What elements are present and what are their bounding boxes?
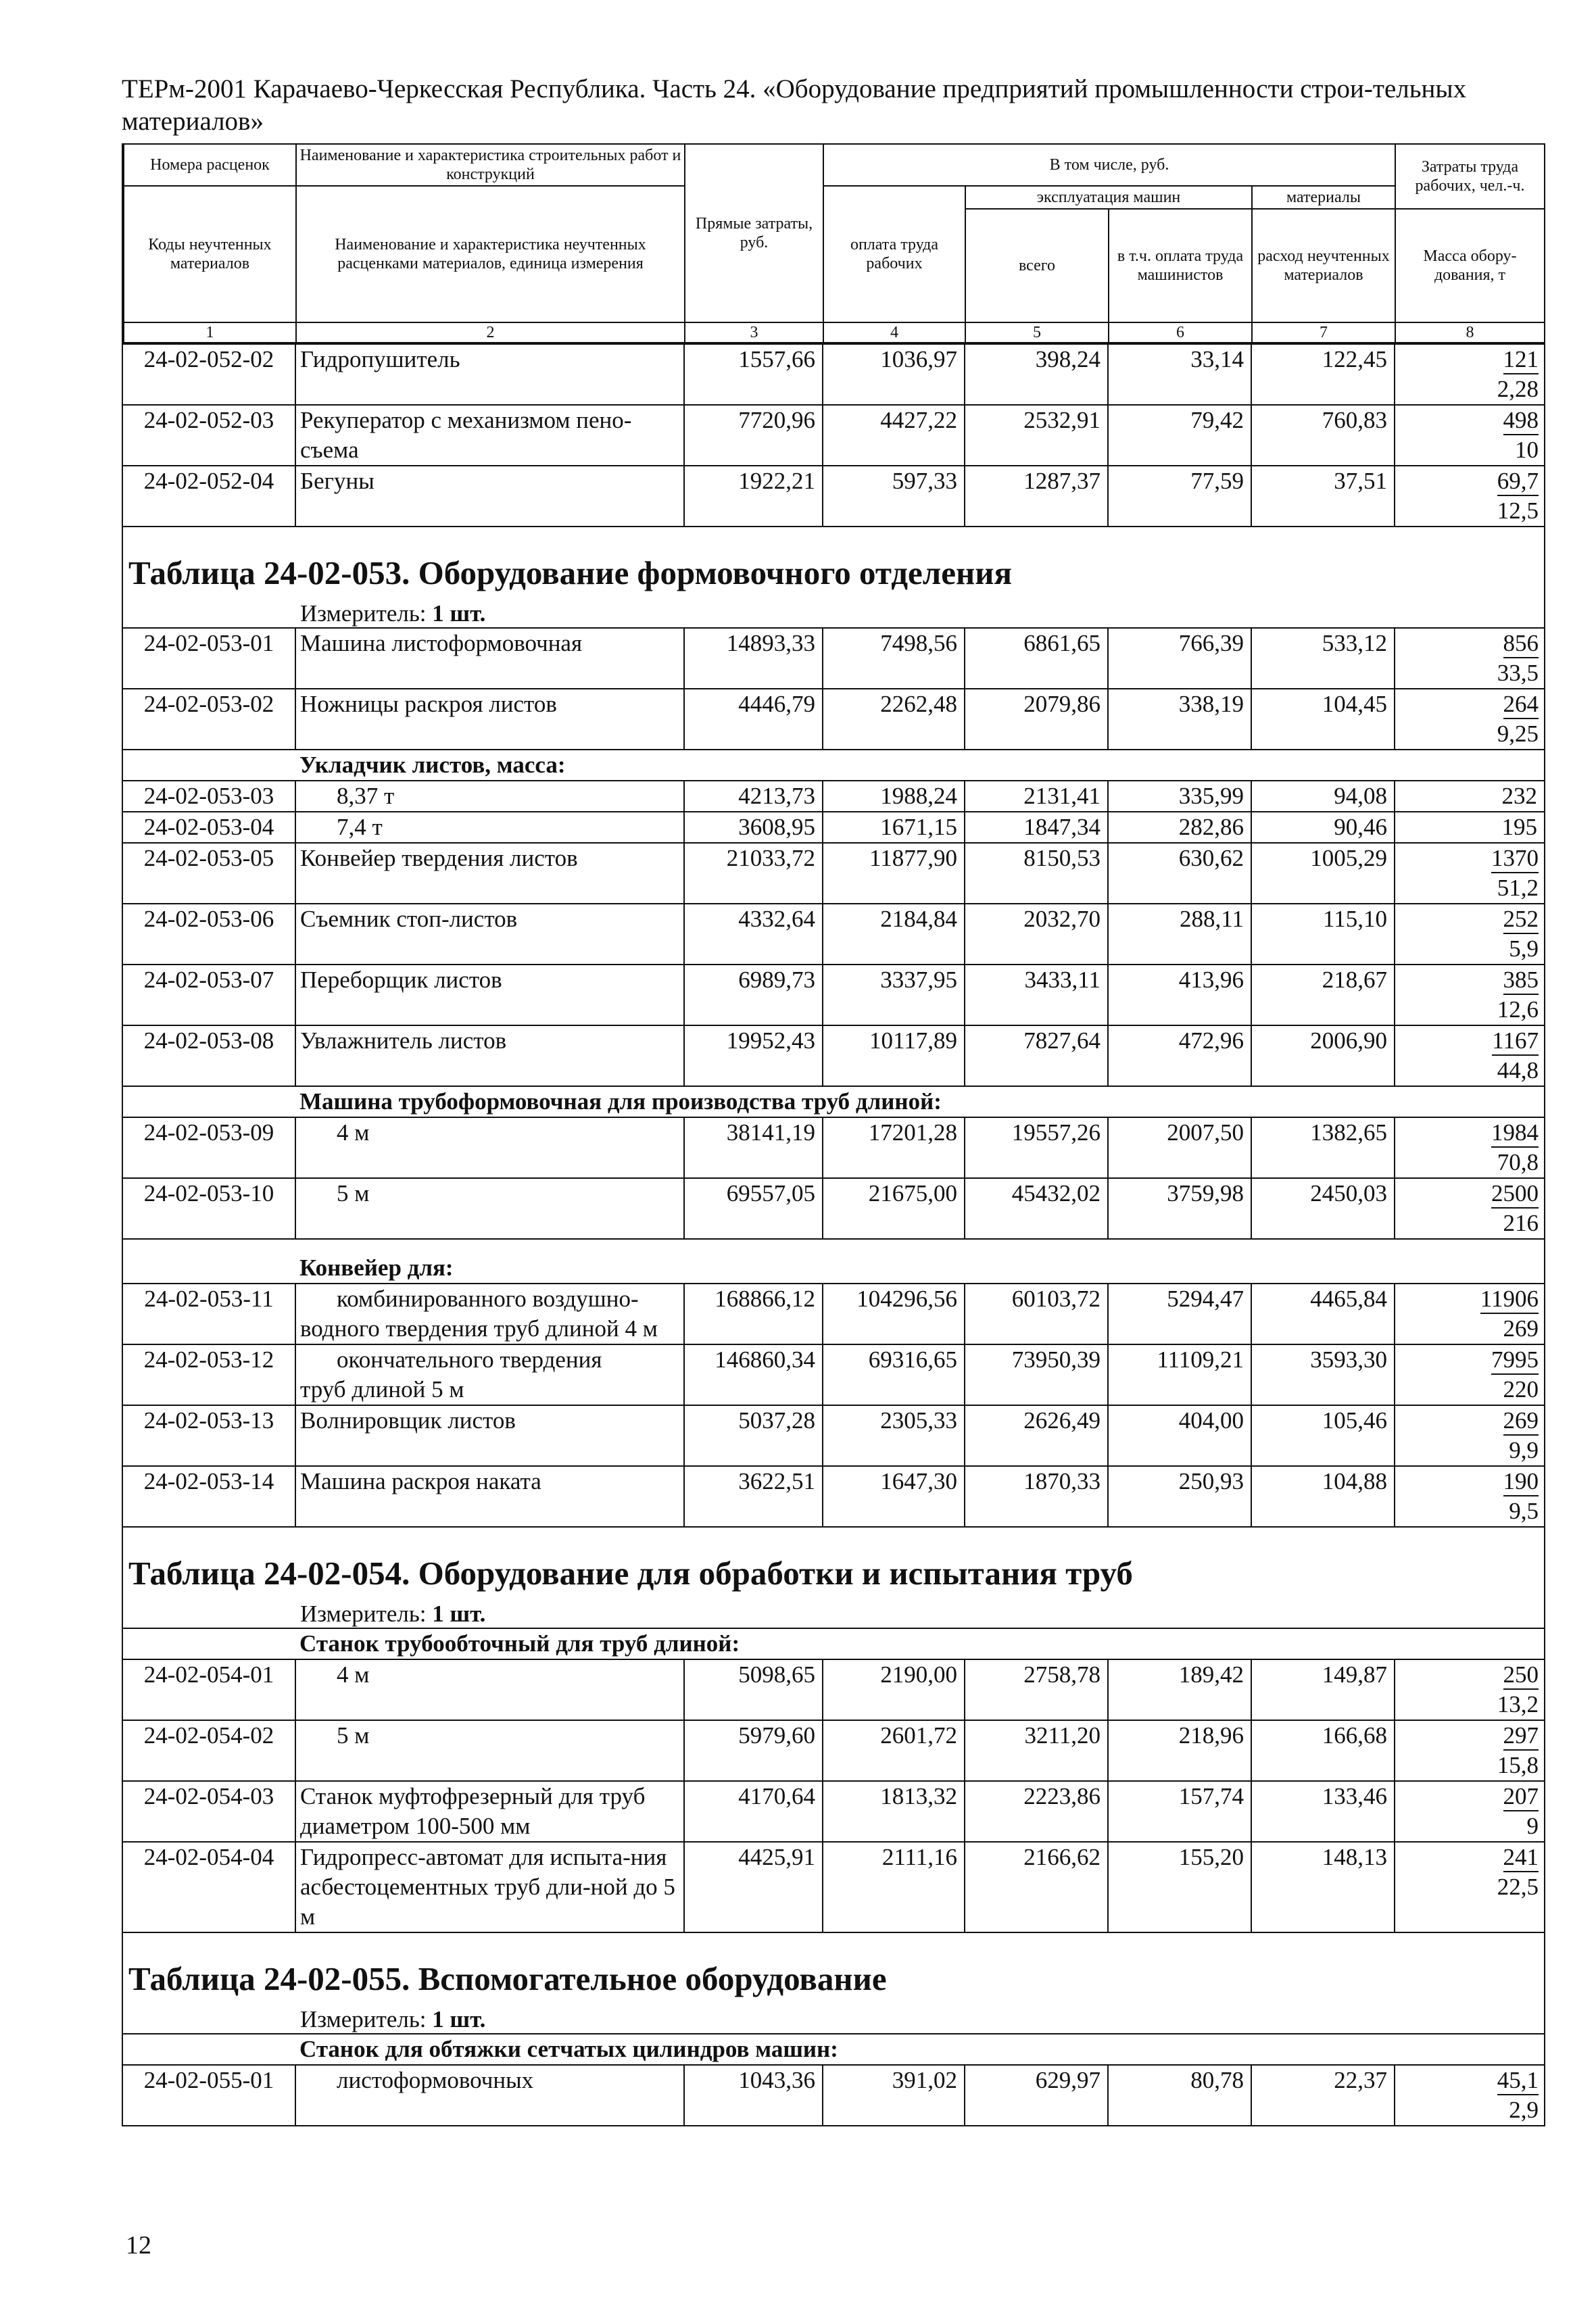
- operator-cost: 250,93: [1108, 1466, 1251, 1527]
- labor-hours: 498: [1503, 407, 1539, 435]
- machine-cost: 45432,02: [965, 1178, 1108, 1239]
- operator-cost: 335,99: [1108, 781, 1251, 812]
- rate-code: 24-02-053-07: [123, 965, 295, 1025]
- table-row: [123, 843, 1544, 904]
- rate-code: 24-02-054-01: [123, 1659, 295, 1720]
- machine-cost: 1287,37: [965, 466, 1108, 527]
- labor-hours: 269: [1503, 1407, 1539, 1436]
- equipment-mass: 9,9: [1509, 1437, 1539, 1463]
- table-row: [123, 781, 1544, 812]
- rate-code: 24-02-052-04: [123, 466, 295, 527]
- material-cost: 2006,90: [1251, 1025, 1395, 1086]
- labor-hours: 250: [1503, 1661, 1539, 1690]
- labor-hours: 69,7: [1497, 468, 1539, 496]
- labor-cost: 1813,32: [823, 1781, 965, 1842]
- machine-cost: 7827,64: [965, 1025, 1108, 1086]
- direct-cost: 69557,05: [684, 1178, 823, 1239]
- machine-cost: 2079,86: [965, 689, 1108, 750]
- labor-cost: 69316,65: [823, 1344, 965, 1405]
- operator-cost: 5294,47: [1108, 1284, 1251, 1344]
- labor-hours: 207: [1503, 1783, 1539, 1811]
- labor-cost: 2184,84: [823, 904, 965, 965]
- operator-cost: 282,86: [1108, 812, 1251, 843]
- rate-name: 5 м: [295, 1178, 684, 1239]
- rate-code: 24-02-053-05: [123, 843, 295, 904]
- table-row: [123, 1405, 1544, 1466]
- rate-name: Увлажнитель листов: [295, 1025, 684, 1086]
- table-row: [123, 1178, 1544, 1239]
- machine-cost: 2166,62: [965, 1842, 1108, 1932]
- direct-cost: 6989,73: [684, 965, 823, 1025]
- equipment-mass: 2,9: [1509, 2097, 1539, 2123]
- rate-name: Станок муфтофрезерный для труб диаметром 100-500 мм: [295, 1781, 684, 1842]
- direct-cost: 5098,65: [684, 1659, 823, 1720]
- machine-cost: 60103,72: [965, 1284, 1108, 1344]
- operator-cost: 766,39: [1108, 628, 1251, 689]
- rate-name: Волнировщик листов: [295, 1405, 684, 1466]
- table-54-measure: [123, 1601, 1544, 1628]
- material-cost: 133,46: [1251, 1781, 1395, 1842]
- col4-header: оплата труда рабочих: [823, 186, 965, 322]
- operator-cost: 404,00: [1108, 1405, 1251, 1466]
- labor-cost: 2111,16: [823, 1842, 965, 1932]
- labor-cost: 597,33: [823, 466, 965, 527]
- material-cost: 104,45: [1251, 689, 1395, 750]
- col-number: 6: [1109, 322, 1252, 343]
- machine-cost: 1870,33: [965, 1466, 1108, 1527]
- operator-cost: 3759,98: [1108, 1178, 1251, 1239]
- col6-header: в т.ч. оплата труда машинистов: [1109, 209, 1252, 322]
- labor-hours: 7995: [1491, 1346, 1539, 1375]
- labor-hours: 11906: [1480, 1286, 1539, 1314]
- table-row: [123, 628, 1544, 689]
- table-row: [123, 1720, 1544, 1781]
- operator-cost: 157,74: [1108, 1781, 1251, 1842]
- rate-code: 24-02-055-01: [123, 2065, 295, 2125]
- col-number: 5: [965, 322, 1109, 343]
- equipment-mass: 220: [1503, 1376, 1539, 1403]
- operator-cost: 472,96: [1108, 1025, 1251, 1086]
- labor-cost: 21675,00: [823, 1178, 965, 1239]
- labor-cost: 1036,97: [823, 344, 965, 405]
- rate-code: 24-02-053-13: [123, 1405, 295, 1466]
- material-cost: 218,67: [1251, 965, 1395, 1025]
- labor-cost: 3337,95: [823, 965, 965, 1025]
- direct-cost: 3608,95: [684, 812, 823, 843]
- machine-cost: 73950,39: [965, 1344, 1108, 1405]
- rate-code: 24-02-053-03: [123, 781, 295, 812]
- col8-header-top: Затраты труда рабочих, чел.-ч.: [1395, 144, 1545, 209]
- labor-cost: 7498,56: [823, 628, 965, 689]
- table-row: [123, 466, 1544, 527]
- direct-cost: 146860,34: [684, 1344, 823, 1405]
- material-cost: 2450,03: [1251, 1178, 1395, 1239]
- direct-cost: 4425,91: [684, 1842, 823, 1932]
- table-header: [123, 143, 1545, 343]
- equipment-mass: 12,6: [1497, 996, 1539, 1023]
- labor-hours: 241: [1503, 1844, 1539, 1872]
- labor-cost: 10117,89: [823, 1025, 965, 1086]
- section-row: [123, 1628, 1544, 1659]
- section-row: [123, 1086, 1544, 1117]
- operator-cost: 630,62: [1108, 843, 1251, 904]
- labor-hours: 1167: [1492, 1027, 1539, 1056]
- material-cost: 104,88: [1251, 1466, 1395, 1527]
- rate-name: Машина листоформовочная: [295, 628, 684, 689]
- table-row: [123, 1659, 1544, 1720]
- rate-code: 24-02-053-04: [123, 812, 295, 843]
- direct-cost: 4213,73: [684, 781, 823, 812]
- operator-cost: 79,42: [1108, 405, 1251, 466]
- rate-name-line: окончательного твердения: [337, 1346, 602, 1373]
- section-heading: Машина трубоформовочная для производства труб длиной:: [295, 1086, 1544, 1117]
- direct-cost: 3622,51: [684, 1466, 823, 1527]
- operator-cost: 189,42: [1108, 1659, 1251, 1720]
- table-row: [123, 689, 1544, 750]
- rate-name: 5 м: [295, 1720, 684, 1781]
- page-header: ТЕРм-2001 Карачаево-Черкесская Республика. Часть 24. «Оборудование предприятий промышленности строи-тельных материалов»: [122, 74, 1467, 136]
- labor-hours: 232: [1395, 781, 1544, 812]
- rate-name: 7,4 т: [295, 812, 684, 843]
- col7-header: расход неучтенных материалов: [1252, 209, 1395, 322]
- table-row: [123, 1842, 1544, 1932]
- col-number: 1: [124, 322, 296, 343]
- rate-code: 24-02-053-01: [123, 628, 295, 689]
- labor-cost: 2190,00: [823, 1659, 965, 1720]
- table-row: [123, 1781, 1544, 1842]
- labor-cost: 11877,90: [823, 843, 965, 904]
- col1-header-top: Номера расценок: [124, 144, 296, 186]
- direct-cost: 7720,96: [684, 405, 823, 466]
- rate-code: 24-02-054-02: [123, 1720, 295, 1781]
- machine-cost: 2032,70: [965, 904, 1108, 965]
- rates-table: [122, 143, 1545, 2126]
- rate-code: 24-02-053-06: [123, 904, 295, 965]
- measure-value: 1 шт.: [432, 600, 486, 627]
- labor-hours: 190: [1503, 1468, 1539, 1496]
- equipment-mass: 13,2: [1497, 1691, 1539, 1717]
- direct-cost: 4332,64: [684, 904, 823, 965]
- equipment-mass: 22,5: [1497, 1874, 1539, 1900]
- col-number: 3: [685, 322, 823, 343]
- rate-name: [295, 1344, 684, 1405]
- direct-cost: 1043,36: [684, 2065, 823, 2125]
- materials-header: материалы: [1252, 186, 1395, 209]
- rate-code: 24-02-052-03: [123, 405, 295, 466]
- rate-name-line: труб длиной 5 м: [300, 1376, 464, 1403]
- machine-cost: 6861,65: [965, 628, 1108, 689]
- table-row: [123, 1466, 1544, 1527]
- labor-cost: 2601,72: [823, 1720, 965, 1781]
- machine-cost: 3211,20: [965, 1720, 1108, 1781]
- material-cost: 3593,30: [1251, 1344, 1395, 1405]
- table-55-measure: [123, 2006, 1544, 2033]
- operator-cost: 413,96: [1108, 965, 1251, 1025]
- rate-code: 24-02-054-04: [123, 1842, 295, 1932]
- material-cost: 166,68: [1251, 1720, 1395, 1781]
- table-54-title: Таблица 24-02-054. Оборудование для обработки и испытания труб: [128, 1555, 1133, 1592]
- table-row: [123, 405, 1544, 466]
- direct-cost: 38141,19: [684, 1117, 823, 1178]
- operator-cost: 288,11: [1108, 904, 1251, 965]
- rate-name: Гидропресс-автомат для испыта-ния асбестоцементных труб дли-ной до 5 м: [295, 1842, 684, 1932]
- direct-cost: 5037,28: [684, 1405, 823, 1466]
- labor-hours: 856: [1503, 630, 1539, 658]
- equipment-mass: 5,9: [1509, 935, 1539, 962]
- col-number: 4: [823, 322, 965, 343]
- material-cost: 149,87: [1251, 1659, 1395, 1720]
- material-cost: 94,08: [1251, 781, 1395, 812]
- rate-name: Рекуператор с механизмом пено-съема: [295, 405, 684, 466]
- rate-name: Бегуны: [295, 466, 684, 527]
- material-cost: 760,83: [1251, 405, 1395, 466]
- equipment-mass: 15,8: [1497, 1752, 1539, 1778]
- material-cost: 105,46: [1251, 1405, 1395, 1466]
- operator-cost: 11109,21: [1108, 1344, 1251, 1405]
- rate-code: 24-02-053-11: [123, 1284, 295, 1344]
- direct-cost: 4170,64: [684, 1781, 823, 1842]
- machine-cost: 3433,11: [965, 965, 1108, 1025]
- material-cost: 22,37: [1251, 2065, 1395, 2125]
- direct-cost: 5979,60: [684, 1720, 823, 1781]
- equipment-mass: 9,25: [1497, 721, 1539, 747]
- direct-cost: 14893,33: [684, 628, 823, 689]
- labor-cost: 2262,48: [823, 689, 965, 750]
- labor-hours: 1370: [1491, 845, 1539, 873]
- labor-cost: 391,02: [823, 2065, 965, 2125]
- table-row: [123, 344, 1544, 405]
- direct-cost: 4446,79: [684, 689, 823, 750]
- labor-cost: 2305,33: [823, 1405, 965, 1466]
- machine-cost: 629,97: [965, 2065, 1108, 2125]
- labor-hours: 2500: [1491, 1180, 1539, 1209]
- measure-label: Измеритель:: [300, 600, 427, 627]
- material-cost: 37,51: [1251, 466, 1395, 527]
- equipment-mass: 51,2: [1497, 875, 1539, 901]
- direct-cost: 168866,12: [684, 1284, 823, 1344]
- rate-name: 4 м: [295, 1117, 684, 1178]
- col1-header-bottom: Коды неучтенных материалов: [124, 186, 296, 322]
- labor-hours: 45,1: [1497, 2067, 1539, 2095]
- col2-header-bottom: Наименование и характеристика неучтенных расценками материалов, единица измерения: [296, 186, 685, 322]
- rate-name: Машина раскроя наката: [295, 1466, 684, 1527]
- equipment-mass: 269: [1503, 1315, 1539, 1342]
- labor-cost: 1988,24: [823, 781, 965, 812]
- col5-header: всего: [965, 209, 1109, 322]
- operator-cost: 2007,50: [1108, 1117, 1251, 1178]
- labor-hours: 121: [1503, 346, 1539, 374]
- operator-cost: 218,96: [1108, 1720, 1251, 1781]
- col-number: 8: [1395, 322, 1545, 343]
- machine-cost: 19557,26: [965, 1117, 1108, 1178]
- table-row: [123, 1117, 1544, 1178]
- rate-name: Ножницы раскроя листов: [295, 689, 684, 750]
- rate-code: 24-02-053-02: [123, 689, 295, 750]
- material-cost: 90,46: [1251, 812, 1395, 843]
- equipment-mass: 12,5: [1497, 497, 1539, 524]
- machine-cost: 1847,34: [965, 812, 1108, 843]
- section-heading: Укладчик листов, масса:: [295, 750, 1544, 781]
- labor-cost: 1647,30: [823, 1466, 965, 1527]
- table-row: [123, 1344, 1544, 1405]
- equipment-mass: 9: [1526, 1813, 1539, 1839]
- table-row: [123, 1025, 1544, 1086]
- rate-code: 24-02-054-03: [123, 1781, 295, 1842]
- labor-hours: 385: [1503, 967, 1539, 995]
- labor-cost: 1671,15: [823, 812, 965, 843]
- rate-name: Съемник стоп-листов: [295, 904, 684, 965]
- labor-hours: 1984: [1491, 1119, 1539, 1148]
- equipment-mass: 44,8: [1497, 1057, 1539, 1083]
- material-cost: 533,12: [1251, 628, 1395, 689]
- measure-value: 1 шт.: [432, 2006, 486, 2032]
- col-number: 7: [1252, 322, 1395, 343]
- section-heading: Станок для обтяжки сетчатых цилиндров машин:: [295, 2034, 1544, 2065]
- rate-name: Переборщик листов: [295, 965, 684, 1025]
- machine-cost: 8150,53: [965, 843, 1108, 904]
- rate-code: 24-02-053-14: [123, 1466, 295, 1527]
- rate-name: листоформовочных: [295, 2065, 684, 2125]
- rate-name: [295, 1284, 684, 1344]
- equipment-mass: 2,28: [1497, 376, 1539, 402]
- labor-cost: 4427,22: [823, 405, 965, 466]
- table-row: [123, 904, 1544, 965]
- operator-cost: 80,78: [1108, 2065, 1251, 2125]
- measure-label: Измеритель:: [300, 1601, 427, 1627]
- rate-name: 8,37 т: [295, 781, 684, 812]
- equipment-mass: 216: [1503, 1210, 1539, 1236]
- table-row: [123, 2065, 1544, 2125]
- material-cost: 122,45: [1251, 344, 1395, 405]
- direct-cost: 19952,43: [684, 1025, 823, 1086]
- rate-name: 4 м: [295, 1659, 684, 1720]
- labor-cost: 104296,56: [823, 1284, 965, 1344]
- col8-header-bottom: Масса обору-дования, т: [1395, 209, 1545, 322]
- labor-hours: 297: [1503, 1722, 1539, 1751]
- section-row: [123, 2034, 1544, 2065]
- direct-cost: 1922,21: [684, 466, 823, 527]
- rate-code: 24-02-053-09: [123, 1117, 295, 1178]
- col2-header-top: Наименование и характеристика строительных работ и конструкций: [296, 144, 685, 186]
- operator-cost: 77,59: [1108, 466, 1251, 527]
- col-number: 2: [296, 322, 685, 343]
- direct-cost: 21033,72: [684, 843, 823, 904]
- machine-cost: 398,24: [965, 344, 1108, 405]
- material-cost: 4465,84: [1251, 1284, 1395, 1344]
- col3-header: Прямые затраты, руб.: [685, 144, 823, 322]
- table-row: [123, 965, 1544, 1025]
- rate-name-line: комбинированного воздушно-: [337, 1286, 639, 1312]
- table-53-title: Таблица 24-02-053. Оборудование формовочного отделения: [128, 554, 1013, 591]
- table-53-measure: [123, 600, 1544, 627]
- labor-cost: 17201,28: [823, 1117, 965, 1178]
- equipment-mass: 9,5: [1509, 1498, 1539, 1524]
- section-heading: Станок трубообточный для труб длиной:: [295, 1628, 1544, 1659]
- table-55-title: Таблица 24-02-055. Вспомогательное оборудование: [128, 1960, 887, 1997]
- table-row: [123, 812, 1544, 843]
- operator-cost: 338,19: [1108, 689, 1251, 750]
- group-header: В том числе, руб.: [823, 144, 1395, 186]
- page-number: 12: [126, 2231, 151, 2260]
- table-row: [123, 1284, 1544, 1344]
- machine-cost: 2131,41: [965, 781, 1108, 812]
- machine-cost: 2626,49: [965, 1405, 1108, 1466]
- material-cost: 1382,65: [1251, 1117, 1395, 1178]
- operator-cost: 33,14: [1108, 344, 1251, 405]
- material-cost: 1005,29: [1251, 843, 1395, 904]
- direct-cost: 1557,66: [684, 344, 823, 405]
- rate-code: 24-02-053-08: [123, 1025, 295, 1086]
- section-row: [123, 1239, 1544, 1284]
- rate-code: 24-02-053-10: [123, 1178, 295, 1239]
- rate-code: 24-02-052-02: [123, 344, 295, 405]
- machine-cost: 2532,91: [965, 405, 1108, 466]
- machine-cost: 2223,86: [965, 1781, 1108, 1842]
- measure-label: Измеритель:: [300, 2006, 427, 2032]
- measure-value: 1 шт.: [432, 1601, 486, 1627]
- material-cost: 115,10: [1251, 904, 1395, 965]
- operator-cost: 155,20: [1108, 1842, 1251, 1932]
- equipment-mass: 33,5: [1497, 660, 1539, 686]
- section-row: [123, 750, 1544, 781]
- labor-hours: 195: [1395, 812, 1544, 843]
- labor-hours: 264: [1503, 691, 1539, 719]
- section-heading: Конвейер для:: [295, 1239, 1544, 1284]
- labor-hours: 252: [1503, 906, 1539, 934]
- equipment-mass: 70,8: [1497, 1149, 1539, 1175]
- rate-code: 24-02-053-12: [123, 1344, 295, 1405]
- table-body: [123, 343, 1544, 2125]
- machine-cost: 2758,78: [965, 1659, 1108, 1720]
- material-cost: 148,13: [1251, 1842, 1395, 1932]
- equipment-mass: 10: [1515, 437, 1539, 463]
- machines-header: эксплуатация машин: [965, 186, 1252, 209]
- rate-name: Конвейер твердения листов: [295, 843, 684, 904]
- rate-name-line: водного твердения труб длиной 4 м: [300, 1315, 658, 1342]
- rate-name: Гидропушитель: [295, 344, 684, 405]
